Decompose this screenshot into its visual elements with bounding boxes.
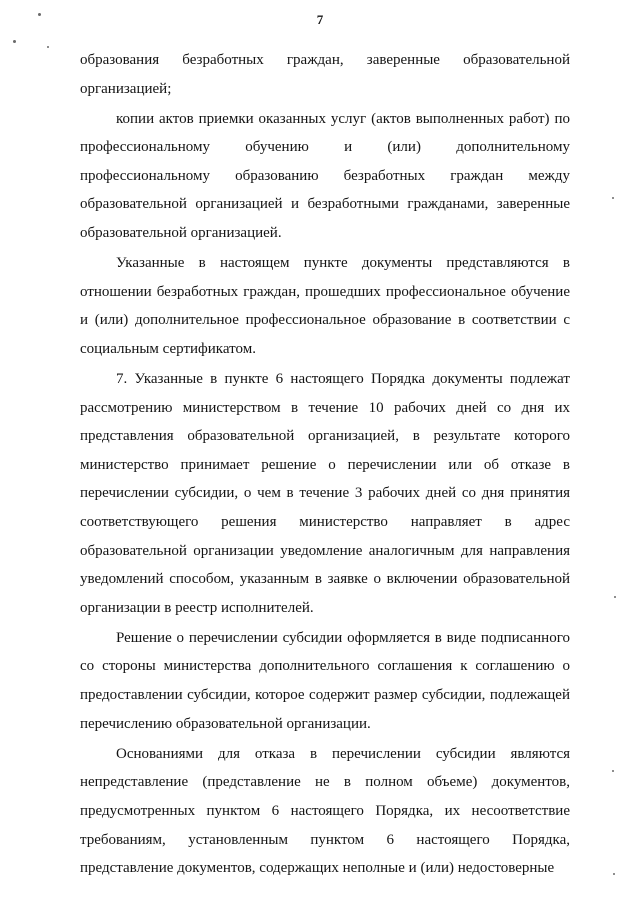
scan-speck <box>13 40 16 43</box>
scan-speck <box>38 13 41 16</box>
paragraph-continuation: образования безработных граждан, заверенные образовательной организацией; <box>80 52 570 97</box>
scan-speck <box>612 197 614 199</box>
paragraph-decision: Решение о перечислении субсидии оформляется в виде подписанного со стороны министерства дополнительного соглашения к соглашению о предоставлении субсидии, которое содержит размер субсидии, подлежащей перечислению образовательной организации. <box>80 629 570 732</box>
paragraph-refusal-grounds: Основаниями для отказа в перечислении субсидии являются непредставление (представление не в полном объеме) документов, предусмотренных пунктом 6 настоящего Порядка, их несоответствие требованиям, установленным пунктом 6 настоящего Порядка, представление документов, содержащих неполные и (или) недостоверные <box>80 745 570 877</box>
paragraph-documents-submitted: Указанные в настоящем пункте документы представляются в отношении безработных граждан, прошедших профессиональное обучение и (или) дополнительное профессиональное образование в соответствии с социальным сертификатом. <box>80 255 570 357</box>
document-body <box>80 46 570 884</box>
scan-speck <box>612 770 614 772</box>
scan-speck <box>614 596 616 598</box>
scan-speck <box>47 46 49 48</box>
scan-speck <box>613 873 615 875</box>
paragraph-acts-copies: копии актов приемки оказанных услуг (актов выполненных работ) по профессиональному обучению и (или) дополнительному профессиональному образованию безработных граждан между образовательной организацией и безработными гражданами, заверенные образовательной организацией. <box>80 110 570 242</box>
paragraph-item-7: 7. Указанные в пункте 6 настоящего Порядка документы подлежат рассмотрению министерством в течение 10 рабочих дней со дня их представления образовательной организацией, в результате которого министерство принимает решение о перечислении или об отказе в перечислении субсидии, о чем в течение 3 рабочих дней со дня принятия соответствующего решения министерство направляет в адрес образовательной организации уведомление аналогичным для направления уведомлений способом, указанным в заявке о включении образовательной организации в реестр исполнителей. <box>80 371 570 616</box>
page-number: 7 <box>316 12 324 27</box>
